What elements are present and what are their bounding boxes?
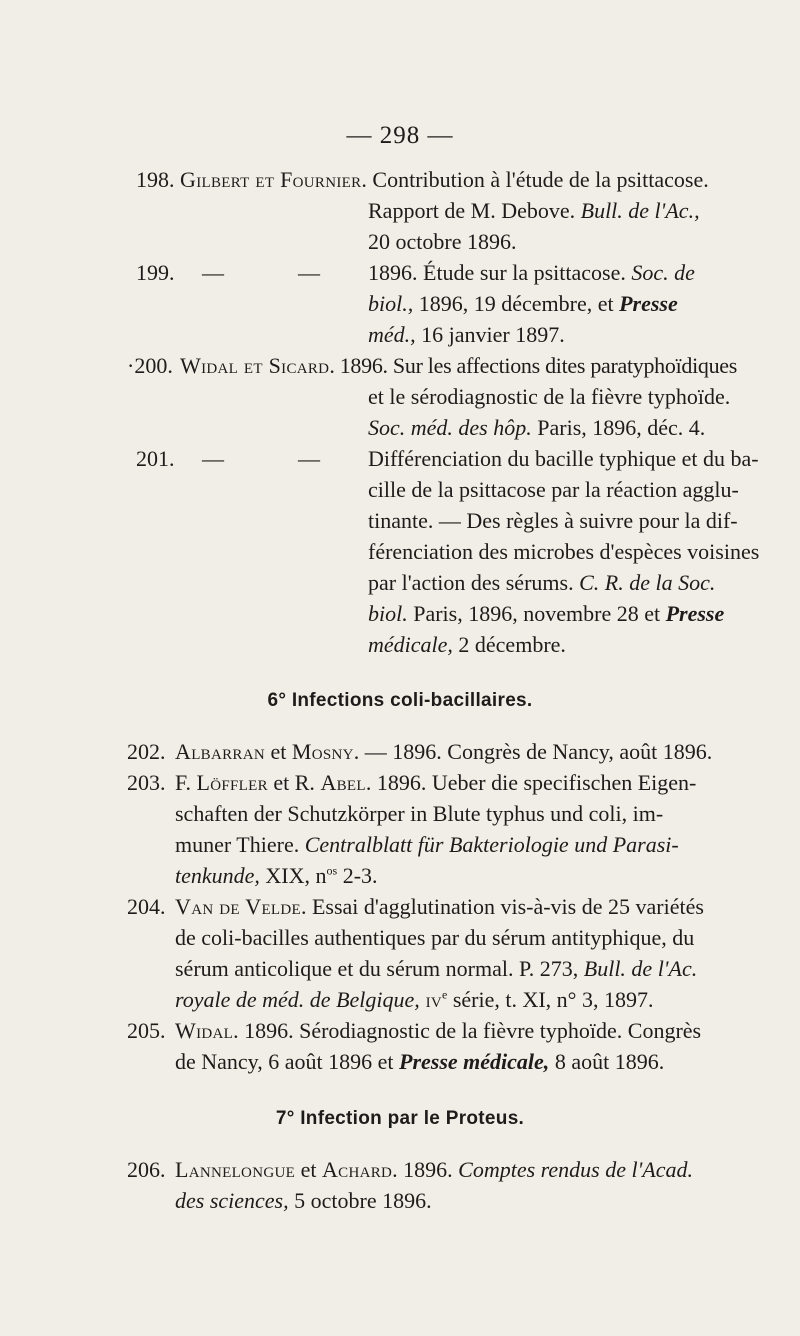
entry-line: Lannelongue et Achard. 1896. Comptes rendus de l'Acad. [175,1157,694,1182]
entry-line: médicale, 2 décembre. [368,632,566,657]
author-name: Abel [320,770,366,795]
entry-line: et le sérodiagnostic de la fièvre typhoïde. [368,384,731,409]
author-name: Gilbert et Fournier [180,167,362,192]
author-name: Van de Velde [175,894,301,919]
ditto-dash: — [298,446,320,471]
entry-line: Rapport de M. Debove. Bull. de l'Ac., [368,198,700,223]
ditto-dash: — [202,260,224,285]
author-name: Mosny [291,739,354,764]
ditto-dash: — [202,446,224,471]
entry-line: tinante. — Des règles à suivre pour la dif- [368,508,738,533]
entry-number: 201. [136,446,175,471]
author-name: Widal et Sicard [180,353,330,378]
entry-line: royale de méd. de Belgique, $iv^e$ série, t. XI, n° 3, 1897. [175,987,654,1012]
entry-line: tenkunde, XIX, $n^{os}$ 2-3. [175,863,378,888]
entry-number: 204. [127,894,166,919]
entry-line: de coli-bacilles authentiques par du sérum antityphique, du [175,925,695,950]
entry-line: Différenciation du bacille typhique et du ba- [368,446,759,471]
entry-line: sérum anticolique et du sérum normal. P. 273, Bull. de l'Ac. [175,956,698,981]
entry-number: 198. [136,167,175,192]
entry-line: Soc. méd. des hôp. Paris, 1896, déc. 4. [368,415,706,440]
entry-line: Albarran et Mosny. — 1896. Congrès de Nancy, août 1896. [175,739,713,764]
entry-line: biol., 1896, 19 décembre, et Presse [368,291,678,316]
author-name: Lannelongue [175,1157,296,1182]
section-heading: 7° Infection par le Proteus. [275,1108,525,1129]
entry-line: Widal et Sicard. 1896. Sur les affections dites paratyphoïdiques [180,353,738,378]
entry-line: 1896. Étude sur la psittacose. Soc. de [368,260,695,285]
entry-line: Widal. 1896. Sérodiagnostic de la fièvre typhoïde. Congrès [175,1018,702,1043]
entry-line: F. Löffler et R. Abel. 1896. Ueber die specifischen Eigen- [175,770,697,795]
entry-line: par l'action des sérums. C. R. de la Soc. [368,570,716,595]
entry-line: muner Thiere. Centralblatt für Bakteriologie und Parasi- [175,832,679,857]
entry-line: cille de la psittacose par la réaction agglu- [368,477,739,502]
entry-line: Gilbert et Fournier. Contribution à l'étude de la psittacose. [180,167,709,192]
entry-line: biol. Paris, 1896, novembre 28 et Presse [368,601,725,626]
entry-number: 206. [127,1157,166,1182]
entry-number: 203. [127,770,166,795]
author-name: Albarran [175,739,265,764]
ditto-dash: — [298,260,320,285]
entry-line: méd., 16 janvier 1897. [368,322,565,347]
entry-number: ·200. [127,353,173,378]
page-number: — 298 — [346,122,454,149]
entry-line: de Nancy, 6 août 1896 et Presse médicale, 8 août 1896. [175,1049,665,1074]
entry-number: 199. [136,260,175,285]
entry-line: férenciation des microbes d'espèces voisines [368,539,760,564]
entry-line: des sciences, 5 octobre 1896. [175,1188,432,1213]
author-name: Achard [321,1157,393,1182]
entry-number: 202. [127,739,166,764]
entry-line: schaften der Schutzkörper in Blute typhus und coli, im- [175,801,664,826]
entry-number: 205. [127,1018,166,1043]
section-heading: 6° Infections coli-bacillaires. [267,690,533,711]
author-name: Widal [175,1018,234,1043]
entry-line: 20 octobre 1896. [368,229,517,254]
entry-line: Van de Velde. Essai d'agglutination vis-à-vis de 25 variétés [175,894,704,919]
author-name: Löffler [196,770,268,795]
